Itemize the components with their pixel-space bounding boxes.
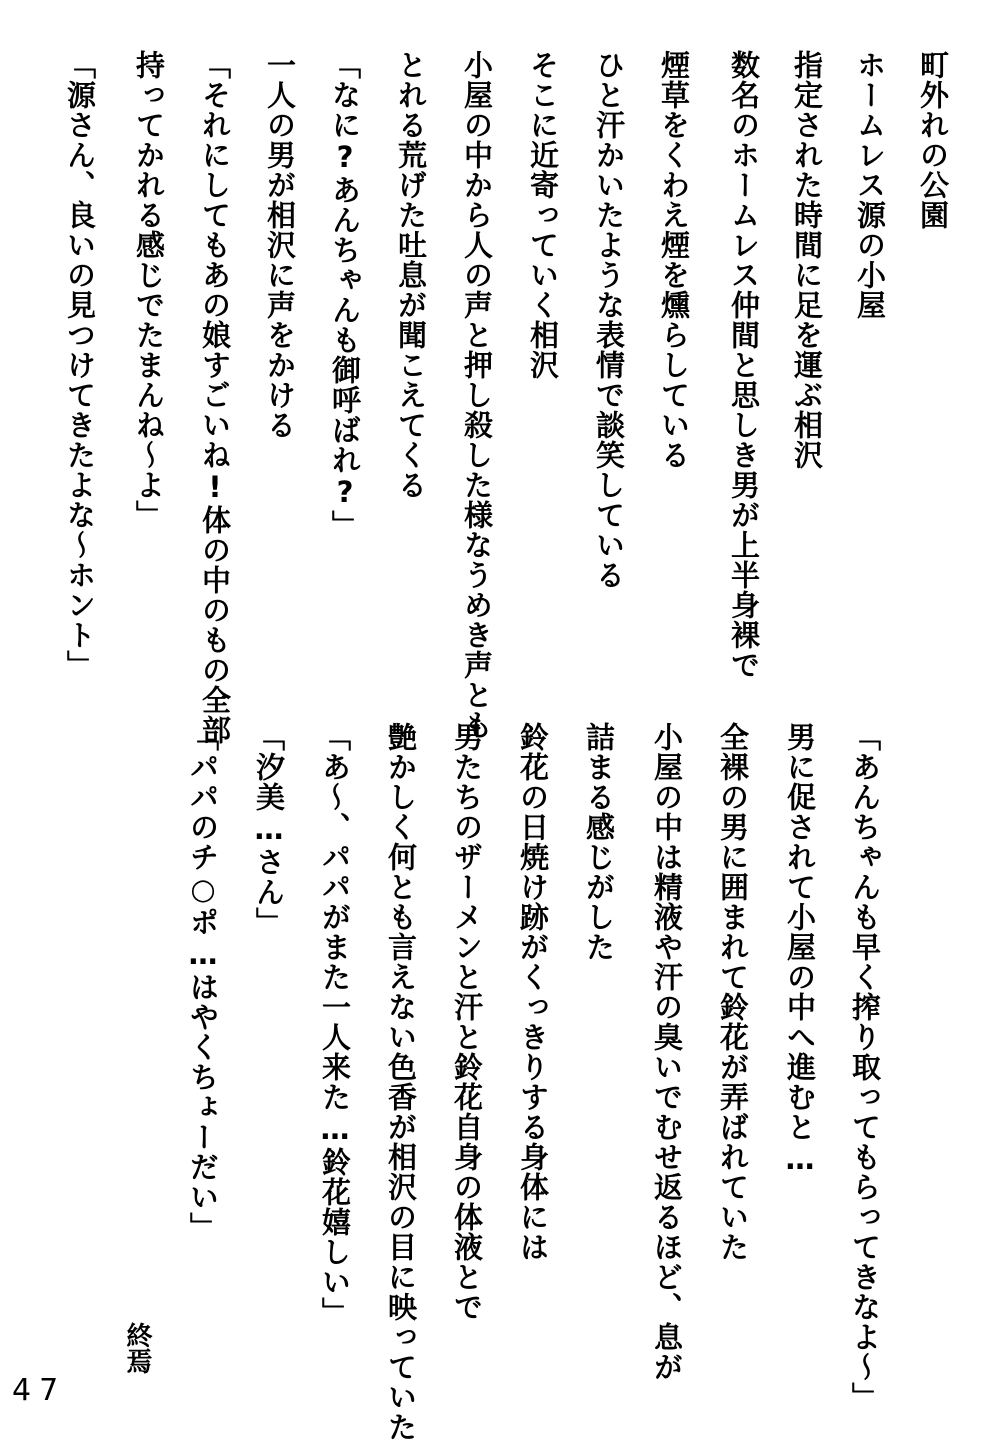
text-column: 全裸の男に囲まれて鈴花が弄ばれていた — [716, 722, 750, 1262]
text-column: 一人の男が相沢に声をかける — [263, 50, 297, 440]
text-column: 数名のホームレス仲間と思しき男が上半身裸で — [727, 50, 761, 680]
text-column: 「あ～、パパがまた一人来た…鈴花嬉しい」 — [318, 722, 352, 1327]
text-column: 男たちのザーメンと汗と鈴花自身の体液とで — [450, 722, 484, 1322]
text-column: 「それにしてもあの娘すごいね!体の中のもの全部 — [198, 50, 232, 745]
text-column: そこに近寄っていく相沢 — [526, 50, 560, 380]
text-column: ひと汗かいたような表情で談笑している — [592, 50, 626, 590]
text-column: 「パパのチ○ポ…はやくちょーだい」 — [186, 722, 220, 1242]
text-column: 「あんちゃんも早く搾り取ってもらってきなよ～」 — [848, 722, 882, 1412]
text-column: 指定された時間に足を運ぶ相沢 — [790, 50, 824, 470]
text-column: 艶かしく何とも言えない色香が相沢の目に映っていた — [384, 722, 418, 1442]
text-column: 男に促されて小屋の中へ進むと… — [783, 722, 817, 1177]
text-column: 「なに?あんちゃんも御呼ばれ?」 — [328, 50, 362, 540]
text-column: とれる荒げた吐息が聞こえてくる — [394, 50, 428, 500]
text-column: ホームレス源の小屋 — [853, 50, 887, 320]
text-column: 詰まる感じがした — [582, 722, 616, 962]
text-column: 町外れの公園 — [916, 50, 950, 230]
page-number: 47 — [12, 1373, 67, 1408]
end-mark: 終焉 — [122, 1322, 152, 1374]
text-column: 煙草をくわえ煙を燻らしている — [657, 50, 691, 470]
text-column: 持ってかれる感じでたまんね～よ」 — [132, 50, 166, 530]
text-column: 「汐美…さん」 — [252, 722, 286, 937]
text-column: 鈴花の日焼け跡がくっきりする身体には — [516, 722, 550, 1262]
text-column: 「源さん、良いの見つけてきたよな～ホント」 — [63, 50, 97, 680]
text-column: 小屋の中から人の声と押し殺した様なうめき声とも — [460, 50, 494, 740]
text-column: 小屋の中は精液や汗の臭いでむせ返るほど、息が — [650, 722, 684, 1382]
